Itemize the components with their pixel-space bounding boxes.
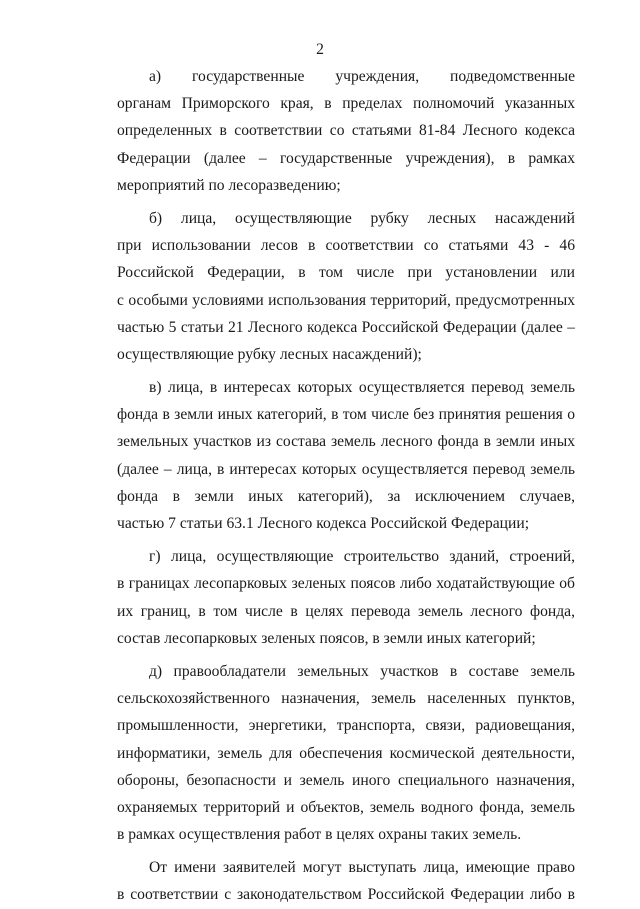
paragraph-line: с особыми условиями использования территорий, предусмотренных	[117, 291, 575, 309]
paragraph-line: частью 7 статьи 63.1 Лесного кодекса Российской Федерации;	[117, 515, 530, 532]
paragraph-line: промышленности, энергетики, транспорта, связи, радиовещания,	[117, 717, 575, 735]
paragraph-line: в рамках осуществления работ в целях охраны таких земель.	[117, 826, 522, 844]
document-body	[117, 63, 575, 909]
paragraph-line: фонда в земли иных категорий), за исключением случаев,	[117, 487, 575, 505]
paragraph-line: охраняемых территорий и объектов, земель водного фонда, земель	[117, 798, 575, 816]
paragraph-line: Российской Федерации, в том числе при установлении или	[117, 264, 575, 282]
paragraph-a	[117, 63, 575, 199]
paragraph-line: их границ, в том числе в целях перевода земель лесного фонда,	[117, 602, 575, 620]
paragraph-line: при использовании лесов в соответствии со статьями 43 - 46	[117, 237, 575, 255]
paragraph-line: фонда в земли иных категорий, в том числе без принятия решения о	[117, 406, 575, 424]
paragraph-closing	[117, 854, 575, 908]
paragraph-line: От имени заявителей могут выступать лица, имеющие право	[149, 859, 575, 877]
paragraph-line: сельскохозяйственного назначения, земель населенных пунктов,	[117, 690, 575, 708]
paragraph-line: г) лица, осуществляющие строительство зданий, строений,	[149, 548, 575, 566]
paragraph-line: обороны, безопасности и земель иного специального назначения,	[117, 771, 575, 789]
paragraph-v	[117, 374, 575, 537]
paragraph-d	[117, 658, 575, 848]
paragraph-line: состав лесопарковых зеленых поясов, в земли иных категорий;	[117, 629, 536, 647]
paragraph-line: б) лица, осуществляющие рубку лесных насаждений	[149, 209, 575, 227]
paragraph-line: осуществляющие рубку лесных насаждений);	[117, 345, 422, 363]
paragraph-line: д) правообладатели земельных участков в составе земель	[149, 662, 575, 680]
paragraph-line: (далее – лица, в интересах которых осуществляется перевод земель	[117, 460, 575, 478]
paragraph-g	[117, 543, 575, 652]
paragraph-line: земельных участков из состава земель лесного фонда в земли иных	[117, 433, 575, 451]
paragraph-line: мероприятий по лесоразведению;	[117, 176, 341, 194]
paragraph-line: в границах лесопарковых зеленых поясов либо ходатайствующие об	[117, 575, 575, 593]
paragraph-b	[117, 205, 575, 368]
paragraph-line: информатики, земель для обеспечения космической деятельности,	[117, 744, 575, 762]
paragraph-line: частью 5 статьи 21 Лесного кодекса Российской Федерации (далее –	[117, 318, 575, 336]
page-number: 2	[316, 41, 324, 58]
paragraph-line: в) лица, в интересах которых осуществляется перевод земель	[149, 379, 575, 397]
paragraph-line: органам Приморского края, в пределах полномочий указанных	[117, 95, 575, 113]
paragraph-line: определенных в соответствии со статьями 81-84 Лесного кодекса	[117, 122, 575, 140]
paragraph-line: а) государственные учреждения, подведомственные	[149, 68, 575, 85]
paragraph-line: Федерации (далее – государственные учреждения), в рамках	[117, 149, 575, 167]
paragraph-line: в соответствии с законодательством Российской Федерации либо в	[117, 886, 575, 904]
